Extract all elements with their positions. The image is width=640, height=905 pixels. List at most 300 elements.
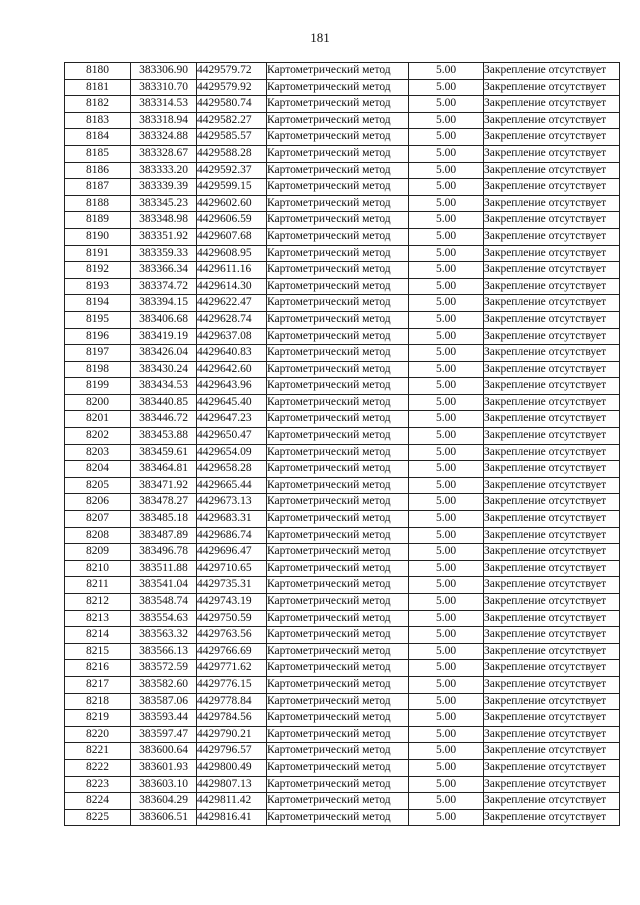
table-row: [65, 195, 620, 212]
method-cell: Картометрический метод: [267, 212, 409, 229]
x-coordinate-cell: 383318.94: [131, 112, 197, 129]
x-coordinate-cell: 383366.34: [131, 262, 197, 279]
x-coordinate-cell: 383406.68: [131, 311, 197, 328]
method-cell: Картометрический метод: [267, 278, 409, 295]
table-row: [65, 311, 620, 328]
point-number-cell: 8225: [65, 809, 131, 826]
point-number-cell: 8206: [65, 494, 131, 511]
x-coordinate-cell: 383310.70: [131, 79, 197, 96]
table-row: [65, 79, 620, 96]
accuracy-cell: 5.00: [409, 710, 484, 727]
method-cell: Картометрический метод: [267, 527, 409, 544]
y-coordinate-cell: 4429582.27: [197, 112, 267, 129]
method-cell: Картометрический метод: [267, 79, 409, 96]
x-coordinate-cell: 383593.44: [131, 710, 197, 727]
table-row: [65, 710, 620, 727]
y-coordinate-cell: 4429599.15: [197, 179, 267, 196]
y-coordinate-cell: 4429800.49: [197, 759, 267, 776]
accuracy-cell: 5.00: [409, 577, 484, 594]
point-number-cell: 8207: [65, 511, 131, 528]
x-coordinate-cell: 383496.78: [131, 544, 197, 561]
method-cell: Картометрический метод: [267, 693, 409, 710]
accuracy-cell: 5.00: [409, 444, 484, 461]
point-number-cell: 8204: [65, 461, 131, 478]
method-cell: Картометрический метод: [267, 477, 409, 494]
table-row: [65, 295, 620, 312]
method-cell: Картометрический метод: [267, 627, 409, 644]
method-cell: Картометрический метод: [267, 63, 409, 80]
x-coordinate-cell: 383582.60: [131, 676, 197, 693]
point-number-cell: 8184: [65, 129, 131, 146]
fixing-cell: Закрепление отсутствует: [484, 560, 620, 577]
table-row: [65, 428, 620, 445]
accuracy-cell: 5.00: [409, 79, 484, 96]
table-row: [65, 63, 620, 80]
method-cell: Картометрический метод: [267, 560, 409, 577]
accuracy-cell: 5.00: [409, 610, 484, 627]
x-coordinate-cell: 383487.89: [131, 527, 197, 544]
table-row: [65, 494, 620, 511]
x-coordinate-cell: 383348.98: [131, 212, 197, 229]
fixing-cell: Закрепление отсутствует: [484, 129, 620, 146]
table-row: [65, 162, 620, 179]
y-coordinate-cell: 4429811.42: [197, 793, 267, 810]
method-cell: Картометрический метод: [267, 129, 409, 146]
x-coordinate-cell: 383394.15: [131, 295, 197, 312]
table-row: [65, 660, 620, 677]
table-row: [65, 328, 620, 345]
method-cell: Картометрический метод: [267, 411, 409, 428]
point-number-cell: 8208: [65, 527, 131, 544]
point-number-cell: 8189: [65, 212, 131, 229]
accuracy-cell: 5.00: [409, 544, 484, 561]
y-coordinate-cell: 4429696.47: [197, 544, 267, 561]
accuracy-cell: 5.00: [409, 311, 484, 328]
accuracy-cell: 5.00: [409, 627, 484, 644]
y-coordinate-cell: 4429642.60: [197, 361, 267, 378]
method-cell: Картометрический метод: [267, 361, 409, 378]
table-row: [65, 129, 620, 146]
accuracy-cell: 5.00: [409, 328, 484, 345]
method-cell: Картометрический метод: [267, 577, 409, 594]
table-row: [65, 759, 620, 776]
point-number-cell: 8183: [65, 112, 131, 129]
y-coordinate-cell: 4429579.72: [197, 63, 267, 80]
fixing-cell: Закрепление отсутствует: [484, 627, 620, 644]
y-coordinate-cell: 4429592.37: [197, 162, 267, 179]
fixing-cell: Закрепление отсутствует: [484, 245, 620, 262]
accuracy-cell: 5.00: [409, 676, 484, 693]
accuracy-cell: 5.00: [409, 743, 484, 760]
point-number-cell: 8197: [65, 345, 131, 362]
table-row: [65, 278, 620, 295]
accuracy-cell: 5.00: [409, 129, 484, 146]
accuracy-cell: 5.00: [409, 361, 484, 378]
fixing-cell: Закрепление отсутствует: [484, 378, 620, 395]
table-row: [65, 361, 620, 378]
table-row: [65, 511, 620, 528]
table-row: [65, 262, 620, 279]
table-row: [65, 245, 620, 262]
fixing-cell: Закрепление отсутствует: [484, 394, 620, 411]
x-coordinate-cell: 383603.10: [131, 776, 197, 793]
fixing-cell: Закрепление отсутствует: [484, 610, 620, 627]
point-number-cell: 8182: [65, 96, 131, 113]
point-number-cell: 8191: [65, 245, 131, 262]
accuracy-cell: 5.00: [409, 411, 484, 428]
y-coordinate-cell: 4429622.47: [197, 295, 267, 312]
x-coordinate-cell: 383434.53: [131, 378, 197, 395]
x-coordinate-cell: 383440.85: [131, 394, 197, 411]
fixing-cell: Закрепление отсутствует: [484, 594, 620, 611]
y-coordinate-cell: 4429580.74: [197, 96, 267, 113]
y-coordinate-cell: 4429766.69: [197, 643, 267, 660]
point-number-cell: 8201: [65, 411, 131, 428]
accuracy-cell: 5.00: [409, 643, 484, 660]
x-coordinate-cell: 383419.19: [131, 328, 197, 345]
page-number: 181: [310, 30, 330, 45]
fixing-cell: Закрепление отсутствует: [484, 693, 620, 710]
point-number-cell: 8216: [65, 660, 131, 677]
y-coordinate-cell: 4429784.56: [197, 710, 267, 727]
point-number-cell: 8195: [65, 311, 131, 328]
y-coordinate-cell: 4429796.57: [197, 743, 267, 760]
accuracy-cell: 5.00: [409, 809, 484, 826]
y-coordinate-cell: 4429645.40: [197, 394, 267, 411]
y-coordinate-cell: 4429588.28: [197, 145, 267, 162]
coordinates-table: [64, 62, 620, 826]
y-coordinate-cell: 4429665.44: [197, 477, 267, 494]
method-cell: Картометрический метод: [267, 726, 409, 743]
point-number-cell: 8218: [65, 693, 131, 710]
y-coordinate-cell: 4429750.59: [197, 610, 267, 627]
accuracy-cell: 5.00: [409, 228, 484, 245]
x-coordinate-cell: 383597.47: [131, 726, 197, 743]
y-coordinate-cell: 4429735.31: [197, 577, 267, 594]
fixing-cell: Закрепление отсутствует: [484, 212, 620, 229]
accuracy-cell: 5.00: [409, 726, 484, 743]
x-coordinate-cell: 383464.81: [131, 461, 197, 478]
table-row: [65, 743, 620, 760]
fixing-cell: Закрепление отсутствует: [484, 228, 620, 245]
accuracy-cell: 5.00: [409, 394, 484, 411]
point-number-cell: 8210: [65, 560, 131, 577]
fixing-cell: Закрепление отсутствует: [484, 676, 620, 693]
table-row: [65, 627, 620, 644]
y-coordinate-cell: 4429771.62: [197, 660, 267, 677]
fixing-cell: Закрепление отсутствует: [484, 162, 620, 179]
table-row: [65, 726, 620, 743]
method-cell: Картометрический метод: [267, 328, 409, 345]
table-row: [65, 809, 620, 826]
fixing-cell: Закрепление отсутствует: [484, 809, 620, 826]
y-coordinate-cell: 4429776.15: [197, 676, 267, 693]
method-cell: Картометрический метод: [267, 112, 409, 129]
x-coordinate-cell: 383511.88: [131, 560, 197, 577]
y-coordinate-cell: 4429743.19: [197, 594, 267, 611]
fixing-cell: Закрепление отсутствует: [484, 494, 620, 511]
accuracy-cell: 5.00: [409, 477, 484, 494]
y-coordinate-cell: 4429607.68: [197, 228, 267, 245]
point-number-cell: 8221: [65, 743, 131, 760]
fixing-cell: Закрепление отсутствует: [484, 726, 620, 743]
method-cell: Картометрический метод: [267, 660, 409, 677]
y-coordinate-cell: 4429683.31: [197, 511, 267, 528]
method-cell: Картометрический метод: [267, 776, 409, 793]
point-number-cell: 8212: [65, 594, 131, 611]
method-cell: Картометрический метод: [267, 295, 409, 312]
point-number-cell: 8180: [65, 63, 131, 80]
table-row: [65, 461, 620, 478]
method-cell: Картометрический метод: [267, 809, 409, 826]
table-row: [65, 212, 620, 229]
y-coordinate-cell: 4429602.60: [197, 195, 267, 212]
point-number-cell: 8214: [65, 627, 131, 644]
y-coordinate-cell: 4429643.96: [197, 378, 267, 395]
x-coordinate-cell: 383587.06: [131, 693, 197, 710]
fixing-cell: Закрепление отсутствует: [484, 477, 620, 494]
fixing-cell: Закрепление отсутствует: [484, 63, 620, 80]
table-row: [65, 793, 620, 810]
accuracy-cell: 5.00: [409, 112, 484, 129]
point-number-cell: 8190: [65, 228, 131, 245]
x-coordinate-cell: 383604.29: [131, 793, 197, 810]
fixing-cell: Закрепление отсутствует: [484, 145, 620, 162]
x-coordinate-cell: 383453.88: [131, 428, 197, 445]
method-cell: Картометрический метод: [267, 544, 409, 561]
point-number-cell: 8202: [65, 428, 131, 445]
accuracy-cell: 5.00: [409, 295, 484, 312]
x-coordinate-cell: 383374.72: [131, 278, 197, 295]
accuracy-cell: 5.00: [409, 245, 484, 262]
table-row: [65, 594, 620, 611]
table-row: [65, 544, 620, 561]
fixing-cell: Закрепление отсутствует: [484, 759, 620, 776]
accuracy-cell: 5.00: [409, 378, 484, 395]
point-number-cell: 8185: [65, 145, 131, 162]
method-cell: Картометрический метод: [267, 311, 409, 328]
method-cell: Картометрический метод: [267, 245, 409, 262]
y-coordinate-cell: 4429710.65: [197, 560, 267, 577]
point-number-cell: 8192: [65, 262, 131, 279]
accuracy-cell: 5.00: [409, 660, 484, 677]
table-row: [65, 643, 620, 660]
point-number-cell: 8217: [65, 676, 131, 693]
fixing-cell: Закрепление отсутствует: [484, 295, 620, 312]
y-coordinate-cell: 4429650.47: [197, 428, 267, 445]
table-row: [65, 560, 620, 577]
fixing-cell: Закрепление отсутствует: [484, 96, 620, 113]
table-row: [65, 96, 620, 113]
table-row: [65, 577, 620, 594]
accuracy-cell: 5.00: [409, 195, 484, 212]
x-coordinate-cell: 383333.20: [131, 162, 197, 179]
y-coordinate-cell: 4429640.83: [197, 345, 267, 362]
table-row: [65, 693, 620, 710]
table-row: [65, 527, 620, 544]
point-number-cell: 8215: [65, 643, 131, 660]
method-cell: Картометрический метод: [267, 162, 409, 179]
fixing-cell: Закрепление отсутствует: [484, 577, 620, 594]
fixing-cell: Закрепление отсутствует: [484, 112, 620, 129]
method-cell: Картометрический метод: [267, 494, 409, 511]
y-coordinate-cell: 4429816.41: [197, 809, 267, 826]
accuracy-cell: 5.00: [409, 693, 484, 710]
x-coordinate-cell: 383541.04: [131, 577, 197, 594]
accuracy-cell: 5.00: [409, 345, 484, 362]
point-number-cell: 8200: [65, 394, 131, 411]
fixing-cell: Закрепление отсутствует: [484, 776, 620, 793]
fixing-cell: Закрепление отсутствует: [484, 710, 620, 727]
fixing-cell: Закрепление отсутствует: [484, 195, 620, 212]
fixing-cell: Закрепление отсутствует: [484, 79, 620, 96]
accuracy-cell: 5.00: [409, 179, 484, 196]
method-cell: Картометрический метод: [267, 793, 409, 810]
x-coordinate-cell: 383471.92: [131, 477, 197, 494]
table-row: [65, 145, 620, 162]
fixing-cell: Закрепление отсутствует: [484, 311, 620, 328]
point-number-cell: 8188: [65, 195, 131, 212]
fixing-cell: Закрепление отсутствует: [484, 511, 620, 528]
y-coordinate-cell: 4429614.30: [197, 278, 267, 295]
x-coordinate-cell: 383485.18: [131, 511, 197, 528]
fixing-cell: Закрепление отсутствует: [484, 179, 620, 196]
point-number-cell: 8223: [65, 776, 131, 793]
x-coordinate-cell: 383572.59: [131, 660, 197, 677]
table-row: [65, 477, 620, 494]
point-number-cell: 8181: [65, 79, 131, 96]
table-row: [65, 676, 620, 693]
fixing-cell: Закрепление отсутствует: [484, 278, 620, 295]
x-coordinate-cell: 383554.63: [131, 610, 197, 627]
fixing-cell: Закрепление отсутствует: [484, 544, 620, 561]
y-coordinate-cell: 4429673.13: [197, 494, 267, 511]
fixing-cell: Закрепление отсутствует: [484, 411, 620, 428]
point-number-cell: 8186: [65, 162, 131, 179]
x-coordinate-cell: 383306.90: [131, 63, 197, 80]
fixing-cell: Закрепление отсутствует: [484, 793, 620, 810]
point-number-cell: 8187: [65, 179, 131, 196]
accuracy-cell: 5.00: [409, 594, 484, 611]
table-row: [65, 179, 620, 196]
method-cell: Картометрический метод: [267, 594, 409, 611]
y-coordinate-cell: 4429611.16: [197, 262, 267, 279]
y-coordinate-cell: 4429654.09: [197, 444, 267, 461]
accuracy-cell: 5.00: [409, 162, 484, 179]
accuracy-cell: 5.00: [409, 145, 484, 162]
table-row: [65, 776, 620, 793]
point-number-cell: 8193: [65, 278, 131, 295]
accuracy-cell: 5.00: [409, 212, 484, 229]
y-coordinate-cell: 4429585.57: [197, 129, 267, 146]
x-coordinate-cell: 383446.72: [131, 411, 197, 428]
accuracy-cell: 5.00: [409, 776, 484, 793]
accuracy-cell: 5.00: [409, 759, 484, 776]
x-coordinate-cell: 383339.39: [131, 179, 197, 196]
accuracy-cell: 5.00: [409, 461, 484, 478]
method-cell: Картометрический метод: [267, 345, 409, 362]
accuracy-cell: 5.00: [409, 278, 484, 295]
fixing-cell: Закрепление отсутствует: [484, 527, 620, 544]
point-number-cell: 8199: [65, 378, 131, 395]
table-row: [65, 394, 620, 411]
table-row: [65, 345, 620, 362]
y-coordinate-cell: 4429686.74: [197, 527, 267, 544]
method-cell: Картометрический метод: [267, 428, 409, 445]
point-number-cell: 8196: [65, 328, 131, 345]
fixing-cell: Закрепление отсутствует: [484, 361, 620, 378]
x-coordinate-cell: 383359.33: [131, 245, 197, 262]
table-row: [65, 112, 620, 129]
y-coordinate-cell: 4429778.84: [197, 693, 267, 710]
y-coordinate-cell: 4429807.13: [197, 776, 267, 793]
point-number-cell: 8203: [65, 444, 131, 461]
y-coordinate-cell: 4429608.95: [197, 245, 267, 262]
x-coordinate-cell: 383600.64: [131, 743, 197, 760]
accuracy-cell: 5.00: [409, 63, 484, 80]
fixing-cell: Закрепление отсутствует: [484, 461, 620, 478]
method-cell: Картометрический метод: [267, 710, 409, 727]
x-coordinate-cell: 383566.13: [131, 643, 197, 660]
x-coordinate-cell: 383601.93: [131, 759, 197, 776]
point-number-cell: 8194: [65, 295, 131, 312]
x-coordinate-cell: 383606.51: [131, 809, 197, 826]
x-coordinate-cell: 383324.88: [131, 129, 197, 146]
method-cell: Картометрический метод: [267, 511, 409, 528]
accuracy-cell: 5.00: [409, 96, 484, 113]
method-cell: Картометрический метод: [267, 676, 409, 693]
x-coordinate-cell: 383459.61: [131, 444, 197, 461]
table-row: [65, 378, 620, 395]
method-cell: Картометрический метод: [267, 145, 409, 162]
x-coordinate-cell: 383314.53: [131, 96, 197, 113]
point-number-cell: 8224: [65, 793, 131, 810]
coordinates-table-body: [65, 63, 620, 826]
accuracy-cell: 5.00: [409, 262, 484, 279]
table-row: [65, 411, 620, 428]
method-cell: Картометрический метод: [267, 179, 409, 196]
x-coordinate-cell: 383563.32: [131, 627, 197, 644]
method-cell: Картометрический метод: [267, 96, 409, 113]
point-number-cell: 8211: [65, 577, 131, 594]
table-row: [65, 228, 620, 245]
method-cell: Картометрический метод: [267, 195, 409, 212]
y-coordinate-cell: 4429763.56: [197, 627, 267, 644]
point-number-cell: 8222: [65, 759, 131, 776]
method-cell: Картометрический метод: [267, 444, 409, 461]
y-coordinate-cell: 4429628.74: [197, 311, 267, 328]
x-coordinate-cell: 383426.04: [131, 345, 197, 362]
method-cell: Картометрический метод: [267, 743, 409, 760]
y-coordinate-cell: 4429637.08: [197, 328, 267, 345]
x-coordinate-cell: 383430.24: [131, 361, 197, 378]
point-number-cell: 8219: [65, 710, 131, 727]
accuracy-cell: 5.00: [409, 494, 484, 511]
x-coordinate-cell: 383351.92: [131, 228, 197, 245]
y-coordinate-cell: 4429579.92: [197, 79, 267, 96]
fixing-cell: Закрепление отсутствует: [484, 444, 620, 461]
method-cell: Картометрический метод: [267, 262, 409, 279]
point-number-cell: 8220: [65, 726, 131, 743]
method-cell: Картометрический метод: [267, 394, 409, 411]
point-number-cell: 8209: [65, 544, 131, 561]
point-number-cell: 8198: [65, 361, 131, 378]
y-coordinate-cell: 4429790.21: [197, 726, 267, 743]
method-cell: Картометрический метод: [267, 378, 409, 395]
method-cell: Картометрический метод: [267, 759, 409, 776]
fixing-cell: Закрепление отсутствует: [484, 262, 620, 279]
point-number-cell: 8213: [65, 610, 131, 627]
